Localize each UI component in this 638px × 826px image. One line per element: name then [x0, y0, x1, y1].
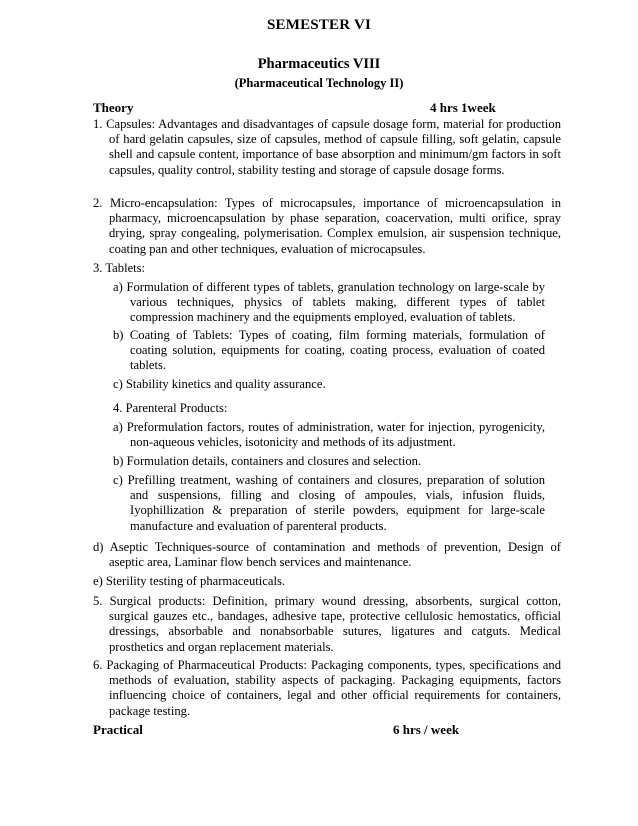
tablets-item-c: c) Stability kinetics and quality assurance.	[113, 377, 326, 391]
practical-label: Practical	[93, 722, 143, 737]
parenteral-item-c: c) Prefilling treatment, washing of containers and closures, preparation of solution and suspensions, filling and closing of ampoules, vials, infusion fluids, Iyophillization & preparation of sterile powders, equipment for large-scale manufacture and evaluation of parenteral products.	[113, 473, 545, 533]
item-capsules: 1. Capsules: Advantages and disadvantages of capsule dosage form, material for production of hard gelatin capsules, size of capsules, method of capsule filling, soft gelatin, capsule shell and capsule content, importance of base absorption and minimum/gm factors in soft capsules, quality control, stability testing and storage of capsule dosage forms.	[93, 117, 561, 177]
tablets-heading: 3. Tablets:	[93, 261, 146, 275]
item-microencapsulation: 2. Micro-encapsulation: Types of microcapsules, importance of microencapsulation in pharmacy, microencapsulation by phase separation, coacervation, multi orifice, spray drying, spray congealing, polymerisation. Complex emulsion, air suspension technique, coating pan and other techniques, evaluation of microcapsules.	[93, 196, 561, 256]
parenteral-item-a: a) Preformulation factors, routes of administration, water for injection, pyrogenicity, non-aqueous vehicles, isotonicity and methods of its adjustment.	[113, 420, 545, 450]
parenteral-item-b: b) Formulation details, containers and closures and selection.	[113, 454, 422, 468]
item-packaging: 6. Packaging of Pharmaceutical Products: Packaging components, types, specifications and methods of evaluation, stability aspects of packaging. Packaging equipments, factors influencing choice of containers, legal and other official requirements for containers, package testing.	[93, 658, 561, 718]
practical-row	[93, 722, 545, 738]
theory-hours: 4 hrs 1week	[430, 100, 496, 115]
theory-row	[93, 100, 545, 116]
practical-hours: 6 hrs / week	[393, 722, 460, 737]
semester-heading: SEMESTER VI	[266, 17, 372, 33]
item-surgical-products: 5. Surgical products: Definition, primary wound dressing, absorbents, surgical cotton, surgical gauzes etc., bandages, adhesive tape, protective cellulosic hemostatics, official dressings, absorbable and nonabsorbable sutures, ligatures and catguts. Medical prosthetics and organ replacement materials.	[93, 594, 561, 654]
subject-subtitle: (Pharmaceutical Technology II)	[234, 76, 404, 90]
parenteral-heading: 4. Parenteral Products:	[113, 401, 228, 415]
tablets-item-b: b) Coating of Tablets: Types of coating, film forming materials, formulation of coating solution, equipments for coating, coating process, evaluation of coated tablets.	[113, 328, 545, 373]
parenteral-item-e: e) Sterility testing of pharmaceuticals.	[93, 574, 285, 588]
parenteral-item-d: d) Aseptic Techniques-source of contamination and methods of prevention, Design of aseptic area, Laminar flow bench services and maintenance.	[93, 540, 561, 570]
tablets-item-a: a) Formulation of different types of tablets, granulation technology on large-scale by various techniques, physics of tablets making, different types of tablet compression machinery and the equipments employed, evaluation of tablets.	[113, 280, 545, 325]
subject-title: Pharmaceutics VIII	[257, 56, 381, 72]
theory-label: Theory	[93, 100, 134, 115]
